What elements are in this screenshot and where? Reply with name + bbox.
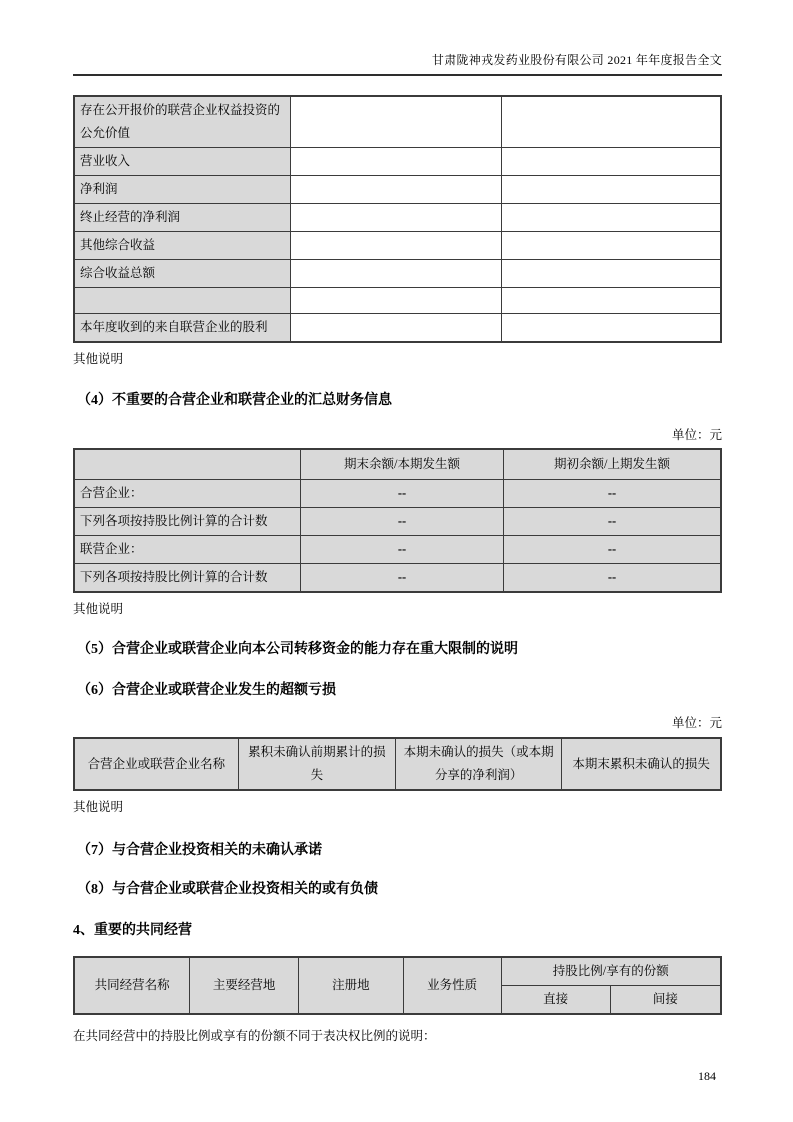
value-cell (290, 176, 501, 204)
value-cell (290, 260, 501, 288)
section-heading-5: （5）合营企业或联营企业向本公司转移资金的能力存在重大限制的说明 (77, 642, 518, 657)
table-row (74, 148, 721, 176)
row-label-cell: 营业收入 (74, 148, 290, 176)
table-row (74, 508, 721, 536)
value-cell: -- (504, 508, 721, 536)
other-notes-label: 其他说明 (73, 800, 124, 814)
excess-loss-table (73, 737, 722, 791)
value-cell: -- (300, 536, 503, 564)
value-cell (290, 204, 501, 232)
row-label-cell: 下列各项按持股比例计算的合计数 (74, 564, 300, 593)
page-number: 184 (698, 1069, 716, 1083)
row-label-cell: 综合收益总额 (74, 260, 290, 288)
row-label-cell: 下列各项按持股比例计算的合计数 (74, 508, 300, 536)
row-label-cell: 其他综合收益 (74, 232, 290, 260)
table-row (74, 536, 721, 564)
value-cell: -- (300, 564, 503, 593)
table-row (74, 232, 721, 260)
header-cell: 合营企业或联营企业名称 (74, 738, 238, 790)
row-label-cell: 合营企业： (74, 480, 300, 508)
value-cell (290, 288, 501, 314)
row-label-cell: 终止经营的净利润 (74, 204, 290, 232)
section-heading-joint-operations: 4、重要的共同经营 (73, 923, 192, 938)
value-cell: -- (300, 508, 503, 536)
value-cell (501, 176, 721, 204)
header-cell: 本期末累积未确认的损失 (562, 738, 721, 790)
unit-label: 单位：元 (671, 428, 722, 442)
row-label-cell (74, 288, 290, 314)
value-cell: -- (504, 480, 721, 508)
other-notes-label: 其他说明 (73, 602, 124, 616)
immaterial-jv-associates-summary-table (73, 448, 722, 593)
header-cell-span: 持股比例/享有的份额 (501, 957, 721, 986)
header-cell: 共同经营名称 (74, 957, 190, 1014)
section-heading-8: （8）与合营企业或联营企业投资相关的或有负债 (77, 882, 378, 897)
header-cell: 主要经营地 (190, 957, 299, 1014)
table-row (74, 314, 721, 343)
value-cell: -- (504, 536, 721, 564)
value-cell: -- (300, 480, 503, 508)
other-notes-label: 其他说明 (73, 352, 124, 366)
row-label-cell: 本年度收到的来自联营企业的股利 (74, 314, 290, 343)
row-label-cell: 存在公开报价的联营企业权益投资的公允价值 (74, 96, 290, 148)
joint-operations-table (73, 956, 722, 1015)
document-header: 甘肃陇神戎发药业股份有限公司 2021 年年度报告全文 (73, 52, 722, 76)
row-label-cell: 净利润 (74, 176, 290, 204)
value-cell (501, 288, 721, 314)
header-cell: 间接 (610, 986, 721, 1015)
value-cell (501, 96, 721, 148)
header-cell: 累积未确认前期累计的损失 (238, 738, 395, 790)
associates-financial-table (73, 95, 722, 343)
joint-operation-note: 在共同经营中的持股比例或享有的份额不同于表决权比例的说明： (73, 1029, 436, 1043)
value-cell (501, 148, 721, 176)
header-cell (74, 449, 300, 480)
table-header-row (74, 738, 721, 790)
table-row (74, 204, 721, 232)
value-cell (501, 204, 721, 232)
value-cell (501, 260, 721, 288)
table-row (74, 260, 721, 288)
table-header-row (74, 957, 721, 986)
table-row (74, 176, 721, 204)
value-cell (501, 314, 721, 343)
section-heading-6: （6）合营企业或联营企业发生的超额亏损 (77, 683, 336, 698)
unit-label: 单位：元 (671, 716, 722, 730)
header-cell: 期末余额/本期发生额 (300, 449, 503, 480)
value-cell (290, 232, 501, 260)
value-cell (501, 232, 721, 260)
table-row (74, 96, 721, 148)
section-heading-4: （4）不重要的合营企业和联营企业的汇总财务信息 (77, 393, 392, 408)
value-cell (290, 148, 501, 176)
header-cell: 业务性质 (403, 957, 501, 1014)
header-cell: 本期未确认的损失（或本期分享的净利润） (396, 738, 562, 790)
header-cell: 直接 (501, 986, 610, 1015)
value-cell: -- (504, 564, 721, 593)
section-heading-7: （7）与合营企业投资相关的未确认承诺 (77, 843, 322, 858)
table-header-row (74, 449, 721, 480)
header-cell: 期初余额/上期发生额 (504, 449, 721, 480)
row-label-cell: 联营企业： (74, 536, 300, 564)
value-cell (290, 96, 501, 148)
value-cell (290, 314, 501, 343)
table-row (74, 288, 721, 314)
table-row (74, 564, 721, 593)
header-cell: 注册地 (299, 957, 404, 1014)
table-row (74, 480, 721, 508)
